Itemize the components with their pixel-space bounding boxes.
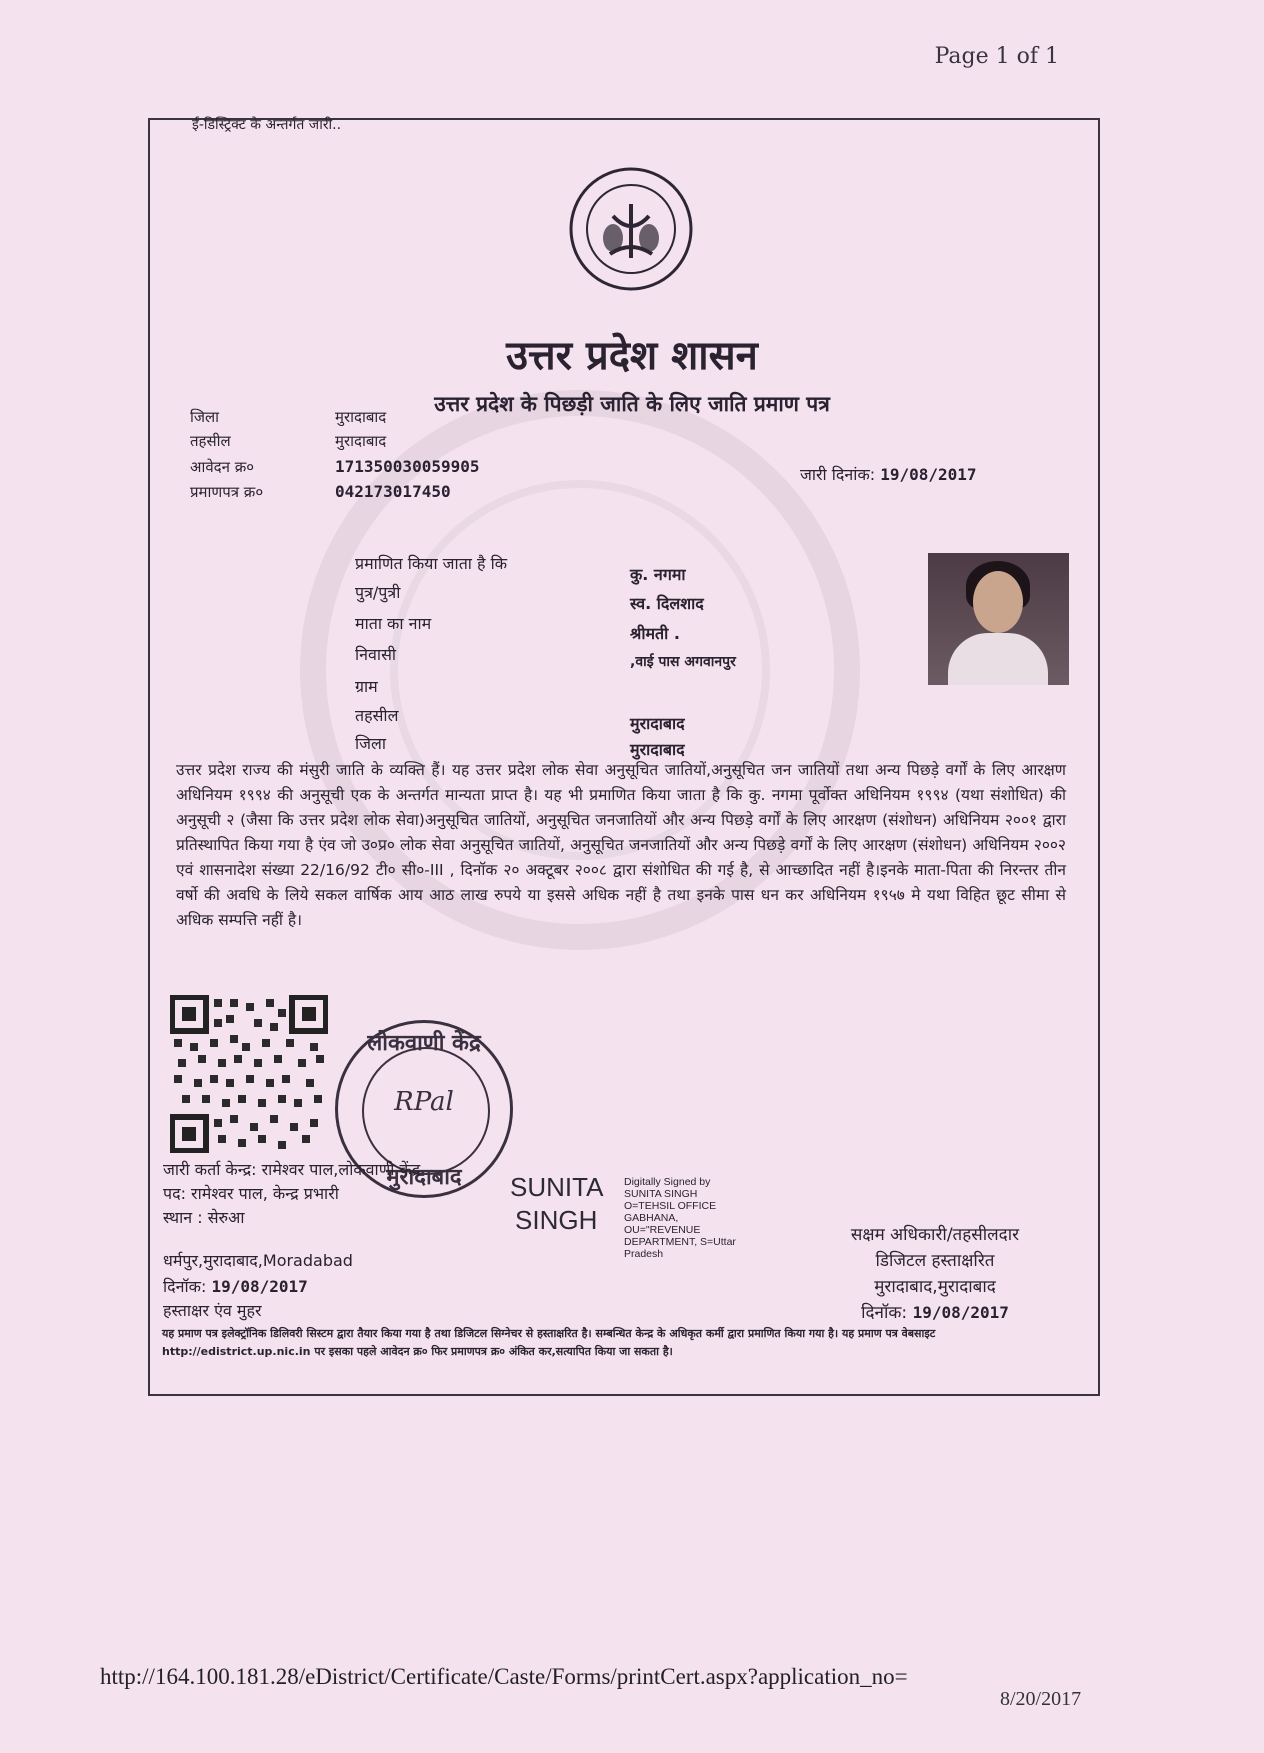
mother-name: श्रीमती . [630, 624, 680, 643]
application-number-label: आवेदन क्र० [190, 458, 255, 476]
person-district-label: जिला [355, 734, 387, 753]
digital-signer-last-name: SINGH [515, 1205, 598, 1235]
issuer-date [163, 1275, 308, 1297]
person-tehsil-label: तहसील [355, 706, 399, 725]
applicant-photo [928, 553, 1069, 685]
issue-date [800, 463, 977, 485]
print-date: 8/20/2017 [1000, 1688, 1082, 1710]
seal-signature: RPal [394, 1087, 454, 1117]
authority-location: मुरादाबाद,मुरादाबाद [874, 1277, 996, 1297]
issuer-place: स्थान : सेरुआ [163, 1208, 245, 1227]
authority-date-label: दिनॉक: [861, 1303, 908, 1323]
mother-name-label: माता का नाम [355, 614, 432, 633]
village-label: ग्राम [355, 677, 378, 696]
issue-date-label: जारी दिनांक: [800, 465, 876, 484]
certificate-number-label: प्रमाणपत्र क्र० [190, 483, 264, 501]
authority-date [785, 1300, 1085, 1323]
certificate-body-paragraph: उत्तर प्रदेश राज्य की मंसुरी जाति के व्यक्ति हैं। यह उत्तर प्रदेश लोक सेवा अनुसूचित जातियों,अनुसूचित जन जातियों तथा अन्य पिछड़े वर्गों के लिए आरक्षण अधिनियम १९९४ की अनुसूची एक के अन्तर्गत मान्यता प्राप्त है। यह भी प्रमाणित किया जाता है कि कु. नगमा पूर्वोक्त अधिनियम १९९४ (यथा संशोधित) की अनुसूची २ (जैसा कि उत्तर प्रदेश लोक सेवा)अनुसूचित जातियों, अनुसूचित जनजातियों और अन्य पिछड़े वर्गों के लिए आरक्षण (संशोधन) अधिनियम २००१ द्वारा प्रतिस्थापित किया गया है एंव जो उ०प्र० लोक सेवा अनुसूचित जातियों, अनुसूचित जनजातियों और अन्य पिछड़े वर्गों के लिए आरक्षण (संशोधन) अधिनियम २००२ एवं शासनादेश संख्या 22/16/92 टी० सी०-III , दिनॉक २० अक्टूबर २००८ द्वारा संशोधित की गई है, से आच्छादित नहीं है।इनके माता-पिता की निरन्तर तीन वर्षो की अवधि के लिये सकल वार्षिक आय आठ लाख रुपये या इससे अधिक नहीं है तथा इनके पास धन कर अधिनियम १९५७ मे यथा विहित छूट सीमा से अधिक सम्पत्ति नहीं है। [176, 761, 1066, 929]
page-number: Page 1 of 1 [934, 44, 1059, 69]
issuing-center: जारी कर्ता केन्द्र: रामेश्वर पाल,लोकवाणी केंद्र [163, 1160, 421, 1179]
issuer-address: धर्मपुर,मुरादाबाद,Moradabad [163, 1251, 353, 1270]
tehsil-value: मुरादाबाद [335, 432, 387, 450]
person-name: कु. नगमा [630, 565, 686, 584]
issuer-date-label: दिनॉक: [163, 1277, 207, 1296]
certified-intro-label: प्रमाणित किया जाता है कि [355, 554, 508, 573]
issuer-post: पद: रामेश्वर पाल, केन्द्र प्रभारी [163, 1184, 339, 1203]
digital-signature-details: Digitally Signed by SUNITA SINGH O=TEHSIL OFFICE GABHANA, OU="REVENUE DEPARTMENT, S=Uttar Pradesh [624, 1176, 736, 1260]
relation-label: पुत्र/पुत्री [355, 583, 401, 602]
authority-sign-type: डिजिटल हस्ताक्षरित [875, 1251, 995, 1271]
certificate-title: उत्तर प्रदेश के पिछड़ी जाति के लिए जाति प्रमाण पत्र [434, 392, 830, 416]
print-url: http://164.100.181.28/eDistrict/Certificate/Caste/Forms/printCert.aspx?application_no= [100, 1664, 908, 1689]
seal-bottom-text: मुरादाबाद [386, 1165, 462, 1190]
certificate-number-value: 042173017450 [335, 482, 451, 501]
district-value: मुरादाबाद [335, 408, 387, 426]
verification-note: यह प्रमाण पत्र इलेक्ट्रॉनिक डिलिवरी सिस्टम द्वारा तैयार किया गया है तथा डिजिटल सिग्नेचर से हस्ताक्षरित है। सम्बन्धित केन्द्र के अधिकृत कर्मी द्वारा प्रमाणित किया गया है। यह प्रमाण पत्र वेबसाइट http://edistrict.up.nic.in पर इसका पहले आवेदन क्र० फिर प्रमाणपत्र क्र० अंकित कर,सत्यापित किया जा सकता है। [162, 1327, 936, 1358]
application-number-value: 171350030059905 [335, 457, 480, 476]
person-tehsil-value: मुरादाबाद [630, 714, 685, 733]
up-govt-emblem-icon [568, 166, 694, 296]
signature-and-stamp-label: हस्ताक्षर एंव मुहर [163, 1301, 262, 1320]
digital-signer-first-name: SUNITA [510, 1172, 604, 1202]
resident-label: निवासी [355, 645, 397, 664]
issuer-date-value: 19/08/2017 [211, 1277, 308, 1296]
government-title: उत्तर प्रदेश शासन [506, 332, 758, 379]
father-name: स्व. दिलशाद [630, 594, 704, 613]
issue-date-value: 19/08/2017 [880, 465, 977, 484]
person-district-value: मुरादाबाद [630, 740, 685, 759]
issued-under-text: ई-डिस्ट्रिक्ट के अन्तर्गत जारी.. [192, 117, 342, 133]
authority-date-value: 19/08/2017 [912, 1303, 1009, 1322]
authority-title: सक्षम अधिकारी/तहसीलदार [850, 1225, 1020, 1245]
resident-address: ,वाई पास अगवानपुर [630, 654, 736, 670]
qr-code-icon [170, 995, 328, 1157]
district-label: जिला [190, 408, 220, 426]
seal-top-text: लोकवाणी केंद्र [367, 1031, 481, 1056]
tehsil-label: तहसील [190, 432, 231, 450]
